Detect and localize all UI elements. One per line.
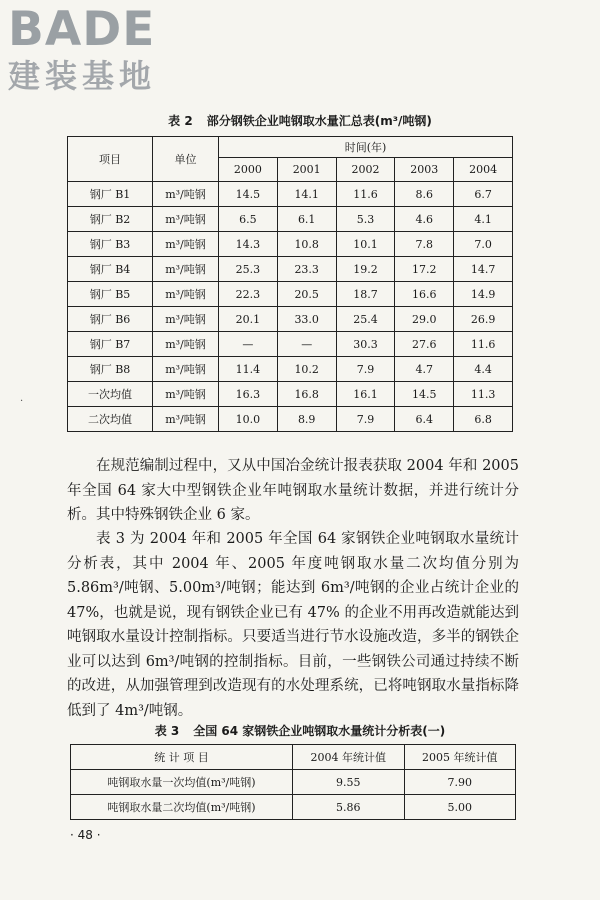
- row-value: 16.1: [336, 382, 395, 407]
- table-row: [68, 282, 513, 307]
- table2-year-2002: 2002: [336, 158, 395, 182]
- row-value-2005: 7.90: [404, 770, 516, 795]
- row-value-2004: 5.86: [293, 795, 405, 820]
- row-item: 吨钢取水量一次均值(m³/吨钢): [71, 770, 293, 795]
- table2-number: 表 2: [168, 114, 193, 128]
- row-value: 4.6: [395, 207, 454, 232]
- row-value: 10.2: [277, 357, 336, 382]
- row-item: 钢厂 B2: [68, 207, 153, 232]
- table-row: [68, 207, 513, 232]
- row-unit: m³/吨钢: [153, 282, 219, 307]
- table-row: [71, 795, 516, 820]
- table-row: [68, 357, 513, 382]
- table2-year-2001: 2001: [277, 158, 336, 182]
- row-value: 16.8: [277, 382, 336, 407]
- row-value: 11.4: [219, 357, 278, 382]
- row-value: 14.3: [219, 232, 278, 257]
- row-value: 8.6: [395, 182, 454, 207]
- row-value: 29.0: [395, 307, 454, 332]
- row-value: 33.0: [277, 307, 336, 332]
- row-value: 30.3: [336, 332, 395, 357]
- row-item: 钢厂 B8: [68, 357, 153, 382]
- row-item: 钢厂 B3: [68, 232, 153, 257]
- row-value: 22.3: [219, 282, 278, 307]
- row-value: 6.5: [219, 207, 278, 232]
- row-value: 20.1: [219, 307, 278, 332]
- row-value: 14.1: [277, 182, 336, 207]
- row-value: 8.9: [277, 407, 336, 432]
- table2-year-2003: 2003: [395, 158, 454, 182]
- table2-year-2004: 2004: [454, 158, 513, 182]
- row-value: —: [219, 332, 278, 357]
- table3-header-2004: 2004 年统计值: [293, 745, 405, 770]
- row-value: 7.9: [336, 357, 395, 382]
- table3-header-row: [71, 745, 516, 770]
- row-value: 27.6: [395, 332, 454, 357]
- row-value: 14.9: [454, 282, 513, 307]
- paragraph-2: 表 3 为 2004 年和 2005 年全国 64 家钢铁企业吨钢取水量统计分析表，其中 2004 年、2005 年度吨钢取水量二次均值分别为 5.86m³/吨钢、5.00m³/吨钢；能达到 6m³/吨钢的企业占统计企业的 47%，也就是说，现有钢铁企业已有 47% 的企业不用再改造就能达到吨钢取水量设计控制指标。只要适当进行节水设施改造，多半的钢铁企业可以达到 6m³/吨钢的控制指标。目前，一些钢铁公司通过持续不断的改进，从加强管理到改造现有的水处理系统，已将吨钢取水量指标降低到了 4m³/吨钢。: [67, 531, 519, 719]
- table2-header-unit: 单位: [153, 137, 219, 182]
- row-value: 10.1: [336, 232, 395, 257]
- row-value: 14.5: [395, 382, 454, 407]
- row-value: 4.4: [454, 357, 513, 382]
- row-unit: m³/吨钢: [153, 207, 219, 232]
- row-value: 7.0: [454, 232, 513, 257]
- row-value: 25.3: [219, 257, 278, 282]
- table-row: [68, 307, 513, 332]
- table-row: [68, 232, 513, 257]
- logo-subtitle: 建装基地: [8, 57, 157, 95]
- margin-dot: ·: [20, 396, 24, 407]
- row-item: 一次均值: [68, 382, 153, 407]
- table2-caption: [0, 112, 600, 129]
- table2: [67, 136, 513, 432]
- page-number: · 48 ·: [70, 828, 101, 842]
- row-value: 6.4: [395, 407, 454, 432]
- row-unit: m³/吨钢: [153, 232, 219, 257]
- paragraph-1: 在规范编制过程中，又从中国冶金统计报表获取 2004 年和 2005 年全国 64 家大中型钢铁企业年吨钢取水量统计数据，并进行统计分析。其中特殊钢铁企业 6 家。: [67, 458, 519, 523]
- row-item: 钢厂 B4: [68, 257, 153, 282]
- table2-year-2000: 2000: [219, 158, 278, 182]
- row-item: 吨钢取水量二次均值(m³/吨钢): [71, 795, 293, 820]
- table-row: [68, 182, 513, 207]
- row-value: 7.8: [395, 232, 454, 257]
- row-value: 5.3: [336, 207, 395, 232]
- row-value: 10.0: [219, 407, 278, 432]
- row-item: 钢厂 B1: [68, 182, 153, 207]
- row-value: 14.7: [454, 257, 513, 282]
- row-value: 14.5: [219, 182, 278, 207]
- table-row: [68, 257, 513, 282]
- row-value: 6.8: [454, 407, 513, 432]
- table3-number: 表 3: [154, 724, 180, 738]
- table3-header-2005: 2005 年统计值: [404, 745, 516, 770]
- table2-header-time: 时间(年): [219, 137, 513, 158]
- row-item: 钢厂 B5: [68, 282, 153, 307]
- table3-caption: [0, 722, 600, 739]
- row-value: 19.2: [336, 257, 395, 282]
- row-value: 4.7: [395, 357, 454, 382]
- logo: [8, 4, 178, 94]
- table2-title: 部分钢铁企业吨钢取水量汇总表(m³/吨钢): [206, 114, 432, 128]
- table3-title: 全国 64 家钢铁企业吨钢取水量统计分析表(一): [193, 724, 446, 738]
- row-value: 26.9: [454, 307, 513, 332]
- table-row: [68, 382, 513, 407]
- table3: [70, 744, 516, 820]
- row-value: 11.6: [336, 182, 395, 207]
- row-value: 16.6: [395, 282, 454, 307]
- row-value: 16.3: [219, 382, 278, 407]
- row-value: 17.2: [395, 257, 454, 282]
- row-unit: m³/吨钢: [153, 357, 219, 382]
- row-item: 二次均值: [68, 407, 153, 432]
- row-item: 钢厂 B6: [68, 307, 153, 332]
- row-value: 6.1: [277, 207, 336, 232]
- logo-wordmark: BADE: [8, 2, 156, 57]
- row-unit: m³/吨钢: [153, 382, 219, 407]
- row-value: —: [277, 332, 336, 357]
- table2-header-item: 项目: [68, 137, 153, 182]
- row-value: 6.7: [454, 182, 513, 207]
- row-unit: m³/吨钢: [153, 407, 219, 432]
- row-value: 7.9: [336, 407, 395, 432]
- row-value: 4.1: [454, 207, 513, 232]
- row-item: 钢厂 B7: [68, 332, 153, 357]
- table-row: [68, 407, 513, 432]
- table3-header-item: 统 计 项 目: [71, 745, 293, 770]
- row-value: 11.3: [454, 382, 513, 407]
- table2-header-row: [68, 137, 513, 158]
- row-unit: m³/吨钢: [153, 332, 219, 357]
- row-value: 10.8: [277, 232, 336, 257]
- row-value: 18.7: [336, 282, 395, 307]
- row-value: 25.4: [336, 307, 395, 332]
- row-value: 23.3: [277, 257, 336, 282]
- table-row: [68, 332, 513, 357]
- row-value: 20.5: [277, 282, 336, 307]
- row-value: 11.6: [454, 332, 513, 357]
- row-value-2005: 5.00: [404, 795, 516, 820]
- row-unit: m³/吨钢: [153, 182, 219, 207]
- table-row: [71, 770, 516, 795]
- row-value-2004: 9.55: [293, 770, 405, 795]
- row-unit: m³/吨钢: [153, 307, 219, 332]
- row-unit: m³/吨钢: [153, 257, 219, 282]
